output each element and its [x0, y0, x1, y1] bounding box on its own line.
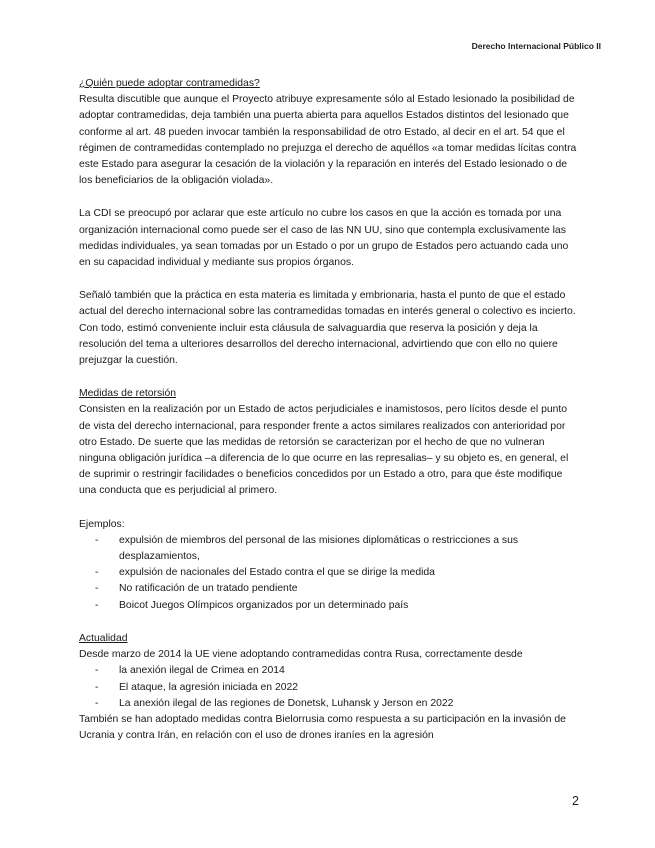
list-item: - expulsión de miembros del personal de las misiones diplomáticas o restricciones a sus desplazamientos,: [79, 533, 579, 565]
list-item: - No ratificación de un tratado pendiente: [79, 581, 579, 597]
examples-label: Ejemplos:: [79, 518, 125, 530]
paragraph: La CDI se preocupó por aclarar que este artículo no cubre los casos en que la acción es tomada por una organización internacional como puede ser el caso de las NN UU, sino que contempla exclusivamente las medidas individuales, ya sean tomadas por un Estado o por un grupo de Estados pero actuando cada uno en su capacidad individual y mediante sus propios órganos.: [79, 208, 569, 269]
page-number: 2: [572, 794, 579, 808]
section-heading-actualidad: Actualidad: [79, 632, 128, 644]
section-heading-who: ¿Quién puede adoptar contramedidas?: [79, 78, 260, 89]
paragraph: Resulta discutible que aunque el Proyecto atribuye expresamente sólo al Estado lesionado la posibilidad de adoptar contramedidas, deja también una puerta abierta para aquellos Estados distintos del lesionado que conforme al art. 48 pueden invocar también la responsabilidad de otro Estado, al decir en el art. 54 que el régimen de contramedidas contemplado no prejuzga el derecho de aquéllos «a tomar medidas lícitas contra este Estado para asegurar la cesación de la violación y la reparación en interés del Estado lesionado o de los beneficiarios de la obligación violada».: [79, 94, 577, 187]
document-body: [79, 76, 579, 744]
list-item: - Boicot Juegos Olímpicos organizados por un determinado país: [79, 598, 579, 614]
list-item: - El ataque, la agresión iniciada en 2022: [79, 680, 579, 696]
actualidad-list: [79, 663, 579, 712]
list-item: - La anexión ilegal de las regiones de Donetsk, Luhansk y Jerson en 2022: [79, 696, 579, 712]
paragraph: Señaló también que la práctica en esta materia es limitada y embrionaria, hasta el punto de que el estado actual del derecho internacional sobre las contramedidas tomadas en interés general o colectivo es incierto. Con todo, estimó conveniente incluir esta cláusula de salvaguardia que reserva la posición y deja la resolución del tema a ulteriores desarrollos del derecho internacional, advirtiendo que con ello no quiere prejuzgar la cuestión.: [79, 290, 576, 367]
paragraph: Consisten en la realización por un Estado de actos perjudiciales e inamistosos, pero lícitos desde el punto de vista del derecho internacional, para responder frente a actos similares realizados con anterioridad por otro Estado. De suerte que las medidas de retorsión se caracterizan por el hecho de que no vulneran ninguna obligación jurídica –a diferencia de lo que ocurre en las represalias– y su objeto es, en general, el de suprimir o restringir facilidades o beneficios concedidos por un Estado a otro, para que éste modifique una conducta que es perjudicial al primero.: [79, 404, 569, 497]
paragraph: Desde marzo de 2014 la UE viene adoptando contramedidas contra Rusa, correctamente desde: [79, 649, 523, 661]
examples-list: [79, 533, 579, 614]
running-header: Derecho Internacional Público II: [471, 41, 601, 51]
list-item: - la anexión ilegal de Crimea en 2014: [79, 663, 579, 679]
section-heading-retorsion: Medidas de retorsión: [79, 388, 177, 400]
list-item: - expulsión de nacionales del Estado contra el que se dirige la medida: [79, 565, 579, 581]
paragraph: También se han adoptado medidas contra Bielorrusia como respuesta a su participación en la invasión de Ucrania y contra Irán, en relación con el uso de drones iraníes en la agresión: [79, 713, 566, 742]
